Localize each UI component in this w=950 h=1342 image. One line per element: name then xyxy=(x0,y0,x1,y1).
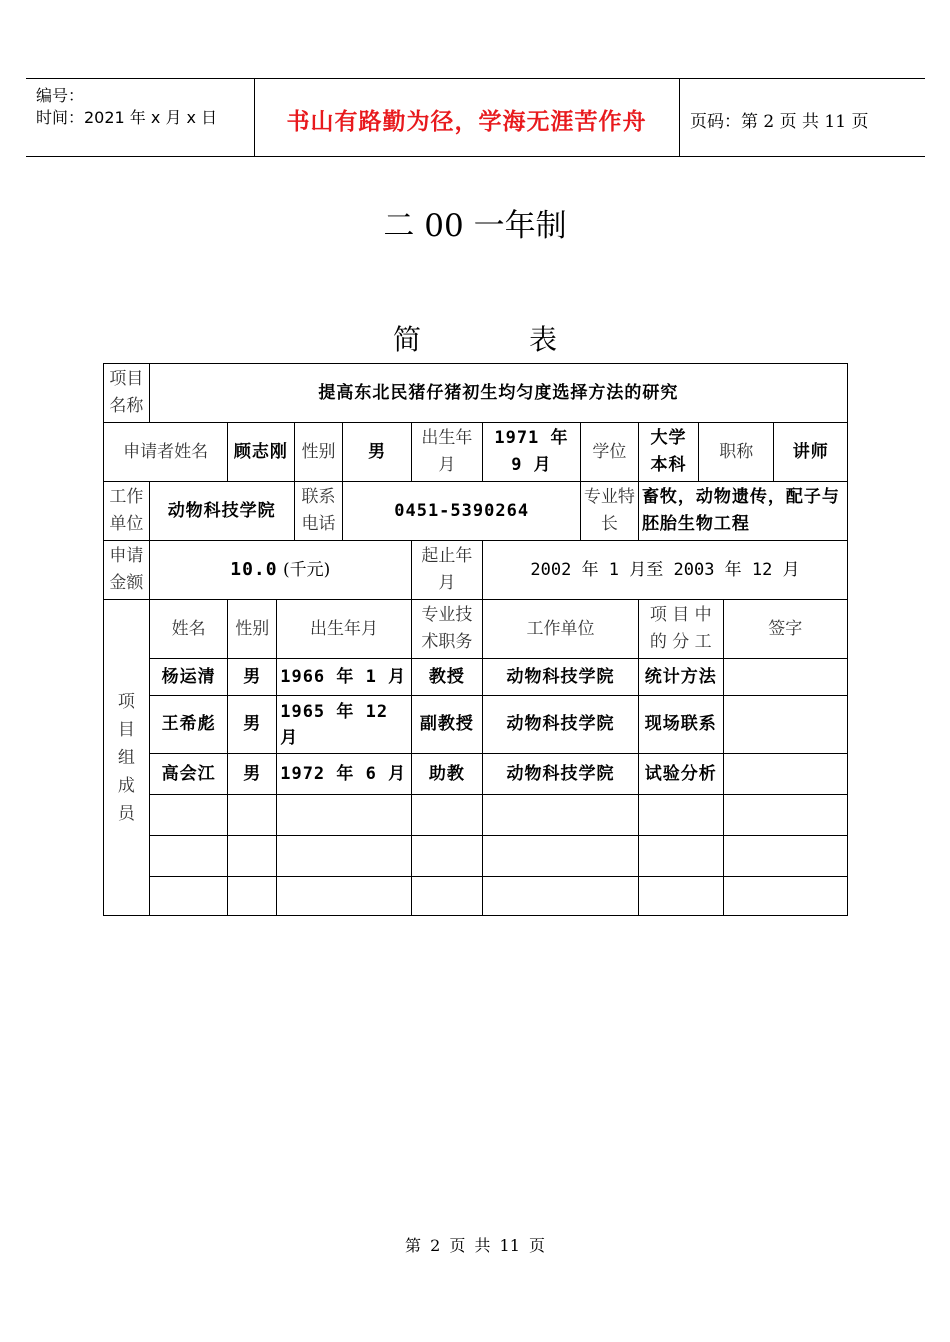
member-gender: 男 xyxy=(228,659,277,696)
project-name-row xyxy=(104,364,848,423)
member-row xyxy=(104,754,848,795)
amount-label: 申请金额 xyxy=(104,541,150,600)
empty-member-row xyxy=(104,795,848,836)
gender-label: 性别 xyxy=(294,423,343,482)
members-header-birth: 出生年月 xyxy=(277,600,411,659)
member-birth: 1965 年 12 月 xyxy=(277,696,411,754)
document-time-label: 时间：2021 年 x 月 x 日 xyxy=(36,108,218,127)
member-position: 助教 xyxy=(411,754,482,795)
specialty-value: 畜牧，动物遗传，配子与胚胎生物工程 xyxy=(638,482,847,541)
empty-member-row xyxy=(104,877,848,916)
page-header xyxy=(26,78,925,157)
amount-unit: (千元) xyxy=(283,560,331,580)
member-name: 王希彪 xyxy=(149,696,227,754)
form-title xyxy=(0,318,950,358)
member-row xyxy=(104,659,848,696)
amount-value: 10.0 xyxy=(230,559,278,580)
member-sign xyxy=(723,659,847,696)
member-birth: 1972 年 6 月 xyxy=(277,754,411,795)
member-birth: 1966 年 1 月 xyxy=(277,659,411,696)
applicant-row xyxy=(104,423,848,482)
member-row xyxy=(104,696,848,754)
header-motto: 书山有路勤为径，学海无涯苦作舟 xyxy=(286,108,647,135)
member-name: 杨运清 xyxy=(149,659,227,696)
applicant-value: 顾志刚 xyxy=(228,423,294,482)
members-header-unit: 工作单位 xyxy=(483,600,639,659)
members-header-name: 姓名 xyxy=(149,600,227,659)
application-summary-table xyxy=(103,363,848,916)
amount-cell xyxy=(149,541,411,600)
title-label: 职称 xyxy=(699,423,774,482)
phone-value: 0451-5390264 xyxy=(343,482,580,541)
unit-value: 动物科技学院 xyxy=(149,482,294,541)
header-motto-cell xyxy=(254,79,680,156)
project-name-value: 提高东北民猪仔猪初生均匀度选择方法的研究 xyxy=(149,364,847,423)
members-header-row xyxy=(104,600,848,659)
amount-row xyxy=(104,541,848,600)
member-name: 高会江 xyxy=(149,754,227,795)
page-footer: 第 2 页 共 11 页 xyxy=(405,1236,545,1255)
empty-member-row xyxy=(104,836,848,877)
members-header-gender: 性别 xyxy=(228,600,277,659)
unit-row xyxy=(104,482,848,541)
member-gender: 男 xyxy=(228,696,277,754)
members-label: 项目组成员 xyxy=(104,600,150,916)
member-position: 副教授 xyxy=(411,696,482,754)
document-number-label: 编号： xyxy=(36,86,85,105)
header-page-cell xyxy=(679,79,925,156)
gender-value: 男 xyxy=(343,423,411,482)
year-title: 二 00 一年制 xyxy=(383,208,567,244)
member-position: 教授 xyxy=(411,659,482,696)
members-header-role: 项 目 中 的 分 工 xyxy=(638,600,723,659)
unit-label: 工作单位 xyxy=(104,482,150,541)
applicant-label: 申请者姓名 xyxy=(104,423,228,482)
phone-label: 联系电话 xyxy=(294,482,343,541)
birth-value: 1971 年 9 月 xyxy=(483,423,581,482)
members-header-position: 专业技术职务 xyxy=(411,600,482,659)
form-title-right: 表 xyxy=(529,323,558,356)
member-gender: 男 xyxy=(228,754,277,795)
member-sign xyxy=(723,754,847,795)
member-role: 试验分析 xyxy=(638,754,723,795)
specialty-label: 专业特长 xyxy=(580,482,638,541)
degree-label: 学位 xyxy=(580,423,638,482)
degree-value: 大学本科 xyxy=(638,423,698,482)
title-value: 讲师 xyxy=(774,423,848,482)
member-unit: 动物科技学院 xyxy=(483,659,639,696)
birth-label: 出生年月 xyxy=(411,423,482,482)
member-sign xyxy=(723,696,847,754)
period-value: 2002 年 1 月至 2003 年 12 月 xyxy=(483,541,848,600)
members-header-sign: 签字 xyxy=(723,600,847,659)
project-name-label: 项目名称 xyxy=(104,364,150,423)
member-role: 统计方法 xyxy=(638,659,723,696)
header-page-info: 页码：第 2 页 共 11 页 xyxy=(690,112,869,132)
member-unit: 动物科技学院 xyxy=(483,696,639,754)
member-role: 现场联系 xyxy=(638,696,723,754)
header-meta-cell xyxy=(26,79,255,156)
form-title-left: 简 xyxy=(392,323,421,356)
period-label: 起止年月 xyxy=(411,541,482,600)
member-unit: 动物科技学院 xyxy=(483,754,639,795)
